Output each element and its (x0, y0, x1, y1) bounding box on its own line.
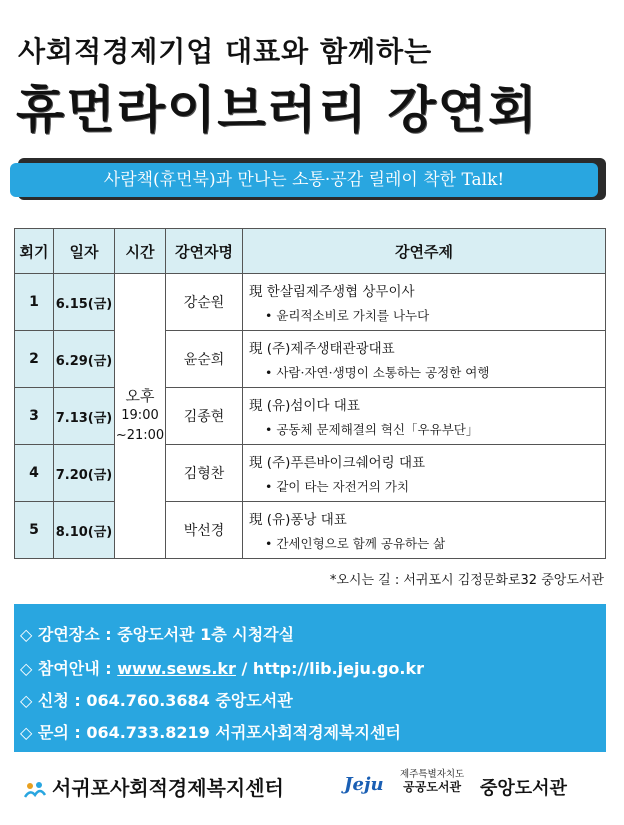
lecture-topic: • 사람·자연·생명이 소통하는 공정한 여행 (265, 365, 490, 380)
apply-info: ◇ 신청 : 064.760.3684 중앙도서관 (20, 691, 293, 710)
topic-cell (243, 445, 606, 502)
time-line-1: 오후 (125, 387, 155, 405)
speaker-name: 김형찬 (166, 445, 243, 502)
directions-note: *오시는 길 : 서귀포시 김정문화로32 중앙도서관 (329, 573, 604, 588)
table-row (15, 445, 606, 502)
title-line-1: 사회적경제기업 대표와 함께하는 (18, 35, 433, 68)
speaker-name: 윤순희 (166, 331, 243, 388)
time-line-2: 19:00 (121, 408, 159, 423)
public-library-logo (400, 768, 464, 794)
header-session: 회기 (15, 229, 54, 274)
header-topic: 강연주제 (243, 229, 606, 274)
province-label: 제주특별자치도 (400, 769, 465, 780)
speaker-name: 김종현 (166, 388, 243, 445)
people-icon (24, 781, 46, 799)
header-date: 일자 (54, 229, 115, 274)
speaker-title: 現 (유)섬이다 대표 (249, 398, 360, 414)
speaker-title: 現 (유)퐁낭 대표 (249, 512, 347, 528)
table-row (15, 274, 606, 331)
session-date: 6.15(금) (54, 274, 115, 331)
footer-logos (0, 760, 624, 820)
speaker-title: 現 (주)제주생태관광대표 (249, 341, 395, 357)
session-date: 7.20(금) (54, 445, 115, 502)
speaker-name: 박선경 (166, 502, 243, 559)
session-number: 4 (15, 445, 54, 502)
table-header-row (15, 229, 606, 274)
header-time: 시간 (115, 229, 166, 274)
sews-link[interactable]: www.sews.kr (117, 659, 236, 678)
topic-cell (243, 388, 606, 445)
schedule-table (14, 228, 606, 559)
topic-cell (243, 274, 606, 331)
session-date: 7.13(금) (54, 388, 115, 445)
participation-info (20, 656, 424, 679)
session-date: 8.10(금) (54, 502, 115, 559)
time-line-3: ~21:00 (115, 428, 165, 443)
lib-link[interactable]: / http://lib.jeju.go.kr (235, 659, 424, 678)
lecture-topic: • 간세인형으로 함께 공유하는 삶 (265, 536, 446, 551)
participation-label: ◇ 참여안내 : (20, 659, 118, 678)
slogan-banner: 사람책(휴먼북)과 만나는 소통·공감 릴레이 착한 Talk! (10, 163, 598, 197)
info-box (14, 604, 606, 752)
lecture-topic: • 공동체 문제해결의 혁신「우유부단」 (265, 422, 479, 437)
topic-cell (243, 331, 606, 388)
org-logo-sews (24, 772, 284, 801)
topic-cell (243, 502, 606, 559)
org-name-sews: 서귀포사회적경제복지센터 (52, 776, 284, 800)
speaker-title: 現 (주)푸른바이크쉐어링 대표 (249, 455, 426, 471)
table-row (15, 331, 606, 388)
session-number: 1 (15, 274, 54, 331)
speaker-title: 現 한살림제주생협 상무이사 (249, 284, 415, 300)
session-number: 2 (15, 331, 54, 388)
session-date: 6.29(금) (54, 331, 115, 388)
venue-info: ◇ 강연장소 : 중앙도서관 1층 시청각실 (20, 625, 295, 644)
table-row (15, 388, 606, 445)
lecture-topic: • 윤리적소비로 가치를 나누다 (265, 308, 430, 323)
table-row (15, 502, 606, 559)
jeju-logo: Jeju (344, 774, 384, 795)
inquiry-info: ◇ 문의 : 064.733.8219 서귀포사회적경제복지센터 (20, 723, 401, 742)
public-library-label: 공공도서관 (403, 780, 462, 794)
lecture-topic: • 같이 타는 자전거의 가치 (265, 479, 410, 494)
session-time (115, 274, 166, 559)
session-number: 3 (15, 388, 54, 445)
session-number: 5 (15, 502, 54, 559)
title-line-2: 휴먼라이브러리 강연회 (16, 81, 539, 139)
speaker-name: 강순원 (166, 274, 243, 331)
header-speaker: 강연자명 (166, 229, 243, 274)
central-library-label: 중앙도서관 (480, 778, 567, 799)
